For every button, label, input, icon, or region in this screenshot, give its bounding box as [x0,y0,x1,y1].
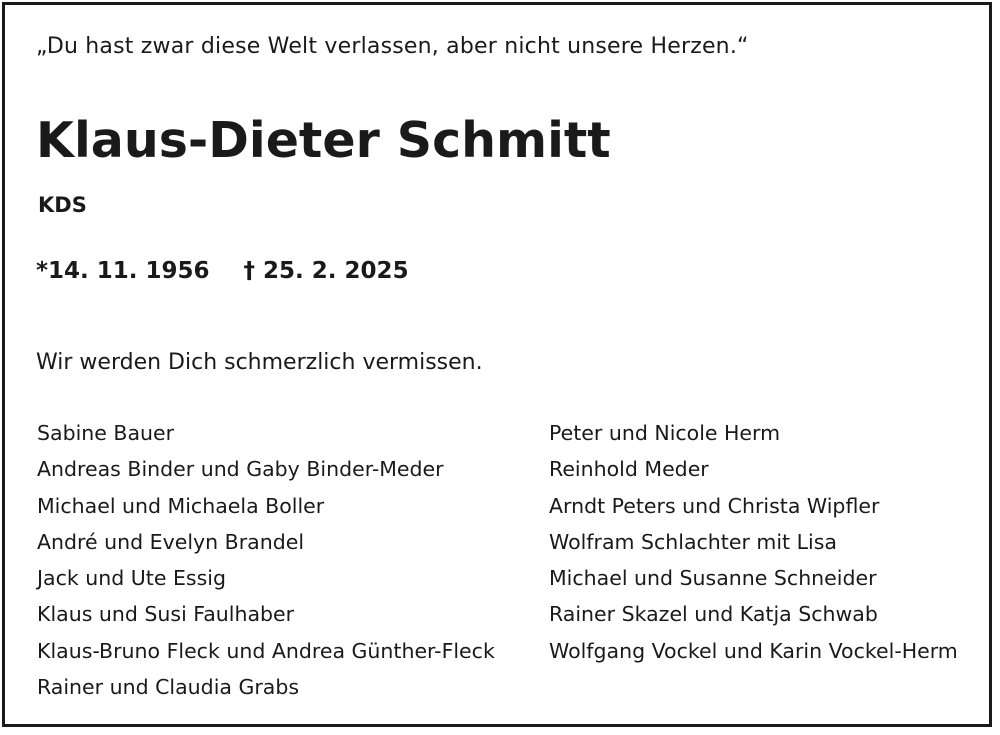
mourner-entry: Peter und Nicole Herm [549,421,781,445]
mourner-entry: Rainer Skazel und Katja Schwab [549,602,878,627]
death-date: † 25. 2. 2025 [243,258,409,284]
deceased-name: Klaus-Dieter Schmitt [36,112,611,169]
mourner-entry: Michael und Michaela Boller [37,493,325,518]
birth-date: *14. 11. 1956 [36,258,210,284]
mourner-entry: Reinhold Meder [549,457,709,482]
memorial-quote: „Du hast zwar diese Welt verlassen, aber nicht unsere Herzen.“ [36,34,749,59]
mourner-entry: Klaus-Bruno Fleck und Andrea Günther-Fleck [37,638,495,663]
condolence-message: Wir werden Dich schmerzlich vermissen. [36,350,483,375]
life-dates [36,258,409,284]
mourner-entry: Michael und Susanne Schneider [549,566,877,591]
mourner-entry: Wolfram Schlachter mit Lisa [549,529,837,554]
deceased-initials: KDS [38,193,87,217]
mourner-entry: Rainer und Claudia Grabs [37,675,300,700]
mourner-entry: Jack und Ute Essig [37,566,226,591]
mourner-entry: André und Evelyn Brandel [37,529,305,554]
mourner-entry: Wolfgang Vockel und Karin Vockel-Herm [549,638,958,663]
mourners-list-left [37,418,495,708]
mourner-entry: Andreas Binder und Gaby Binder-Meder [37,457,444,482]
mourner-entry: Arndt Peters und Christa Wipfler [549,493,880,518]
mourners-list-right [549,418,958,672]
mourner-entry: Sabine Bauer [37,421,175,445]
mourner-entry: Klaus und Susi Faulhaber [37,602,295,627]
